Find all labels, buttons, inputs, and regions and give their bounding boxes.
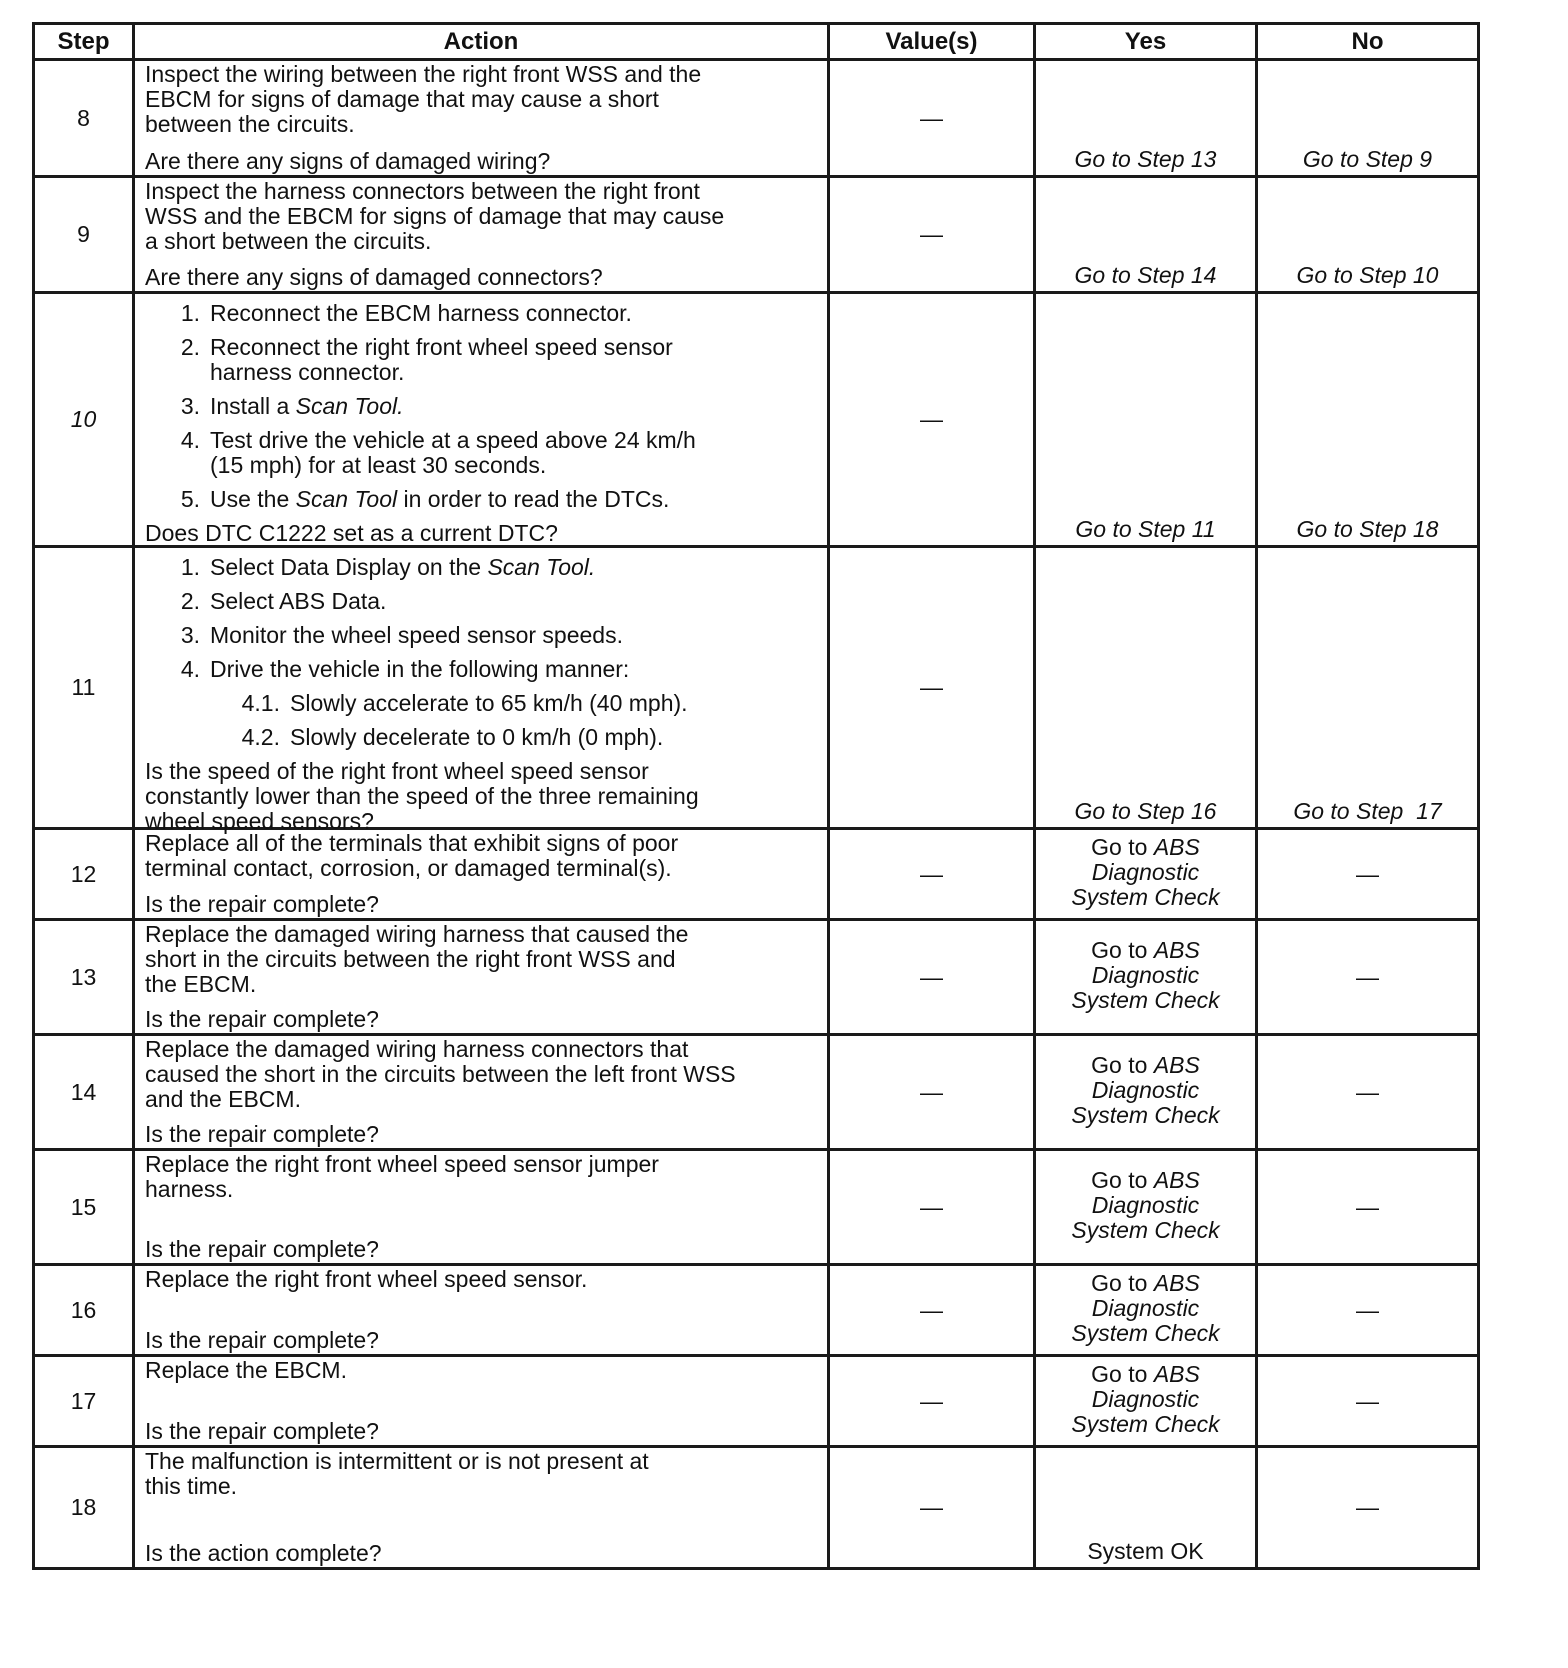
procedure-text: Test drive the vehicle at a speed above 24 km/h (15 mph) for at least 30 seconds. [210,427,696,478]
yes-cell [1035,920,1257,1035]
procedure-text: Select ABS Data. [210,588,387,614]
procedure-item-number: 3. [180,622,200,648]
yes-goto-prefix: Go to [1091,1361,1154,1387]
action-cell [134,1035,829,1150]
yes-goto-step: Go to Step 16 [1074,798,1217,824]
procedure-item-text [210,487,669,512]
value-cell: — [829,547,1035,829]
action-instruction: Inspect the harness connectors between the right front WSS and the EBCM for signs of damage that may cause a short between the circuits. [145,178,725,254]
value-cell: — [829,293,1035,547]
procedure-item [145,555,819,580]
action-question: Are there any signs of damaged connectors? [145,264,603,290]
header-yes: Yes [1035,24,1257,60]
yes-cell [1035,60,1257,177]
tool-name: Scan Tool. [487,554,596,580]
value-cell: — [829,1035,1035,1150]
value-cell: — [829,829,1035,920]
procedure-text: Slowly accelerate to 65 km/h (40 mph). [290,690,688,716]
procedure-item-number: 5. [180,486,200,512]
header-step: Step [34,24,134,60]
yes-cell [1035,1150,1257,1265]
no-goto-step: Go to Step 18 [1296,516,1439,542]
procedure-item-text [210,428,696,478]
step-number: 18 [34,1447,134,1569]
value-cell: — [829,1150,1035,1265]
action-question: Is the repair complete? [145,1418,379,1444]
abs-system-check-link: ABS Diagnostic System Check [1071,834,1220,910]
step-number: 13 [34,920,134,1035]
diagnostic-table [32,22,1480,1570]
table-row [34,547,1479,829]
yes-goto-step: Go to Step 13 [1074,146,1217,172]
action-cell [134,829,829,920]
step-number: 10 [34,293,134,547]
procedure-item-text [210,657,629,682]
action-question: Does DTC C1222 set as a current DTC? [145,520,558,546]
yes-goto-prefix: Go to [1091,1270,1154,1296]
action-cell [134,1150,829,1265]
value-cell: — [829,177,1035,293]
step-number: 16 [34,1265,134,1356]
tool-name: Scan Tool. [295,393,404,419]
procedure-item-number: 3. [180,393,200,419]
no-cell [1257,547,1479,829]
no-cell: — [1257,1150,1479,1265]
no-cell: — [1257,1447,1479,1569]
abs-system-check-link: ABS Diagnostic System Check [1071,1361,1220,1437]
yes-cell [1035,1265,1257,1356]
step-number: 9 [34,177,134,293]
procedure-item [145,394,819,419]
procedure-item [145,301,819,326]
procedure-item-text [290,691,688,716]
action-instruction: Replace the damaged wiring harness that caused the short in the circuits between the right front WSS and the EBCM. [145,921,689,997]
procedure-item [145,589,819,614]
procedure-item-text [290,725,663,750]
action-cell [134,547,829,834]
procedure-text: Select Data Display on the [210,554,488,580]
yes-cell [1035,1356,1257,1447]
procedure-item-text [210,555,595,580]
yes-goto-prefix: Go to [1091,937,1154,963]
procedure-item-number: 1. [180,300,200,326]
table-row [34,1035,1479,1150]
action-instruction: Replace the damaged wiring harness connectors that caused the short in the circuits between the left front WSS and the EBCM. [145,1036,736,1112]
no-cell: — [1257,1035,1479,1150]
action-instruction: Inspect the wiring between the right front WSS and the EBCM for signs of damage that may cause a short between the circuits. [145,61,702,137]
procedure-item [145,335,819,385]
action-question: Are there any signs of damaged wiring? [145,148,551,174]
value-cell: — [829,60,1035,177]
abs-system-check-link: ABS Diagnostic System Check [1071,1270,1220,1346]
action-question: Is the repair complete? [145,1327,379,1353]
procedure-item-number: 4. [180,656,200,682]
procedure-list [145,301,819,512]
yes-cell [1035,829,1257,920]
action-question: Is the repair complete? [145,891,379,917]
no-cell: — [1257,920,1479,1035]
abs-system-check-link: ABS Diagnostic System Check [1071,1167,1220,1243]
no-cell [1257,293,1479,547]
no-cell: — [1257,829,1479,920]
no-cell: — [1257,1265,1479,1356]
step-number: 12 [34,829,134,920]
action-cell [134,1356,829,1447]
procedure-item-text [210,623,623,648]
no-goto-step: Go to Step 10 [1296,262,1439,288]
procedure-item-number: 2. [180,334,200,360]
action-instruction: Replace the right front wheel speed sensor. [145,1266,588,1292]
action-question: Is the repair complete? [145,1121,379,1147]
action-cell [134,293,829,547]
no-cell: — [1257,1356,1479,1447]
table-row [34,60,1479,177]
table-row [34,177,1479,293]
action-question: Is the repair complete? [145,1006,379,1032]
action-cell [134,1447,829,1569]
no-goto-step: Go to Step 17 [1293,798,1442,824]
table-row [34,1447,1479,1569]
no-cell [1257,177,1479,293]
header-no: No [1257,24,1479,60]
action-cell [134,920,829,1035]
table-row [34,920,1479,1035]
abs-system-check-link: ABS Diagnostic System Check [1071,1052,1220,1128]
no-cell [1257,60,1479,177]
action-question: Is the repair complete? [145,1236,379,1262]
action-cell [134,60,829,177]
value-cell: — [829,920,1035,1035]
procedure-text: Install a [210,393,296,419]
header-values: Value(s) [829,24,1035,60]
action-instruction: Replace the right front wheel speed sensor jumper harness. [145,1151,659,1202]
procedure-item-text [210,589,386,614]
tool-name: Scan Tool [295,486,398,512]
procedure-text: Reconnect the right front wheel speed sensor harness connector. [210,334,673,385]
yes-cell [1035,293,1257,547]
table-row [34,829,1479,920]
procedure-item-text [210,394,404,419]
procedure-item-text [210,335,673,385]
value-cell: — [829,1265,1035,1356]
step-number: 17 [34,1356,134,1447]
action-instruction: The malfunction is intermittent or is not present at this time. [145,1448,649,1499]
value-cell: — [829,1447,1035,1569]
procedure-item [145,487,819,512]
yes-cell [1035,547,1257,829]
table-row [34,1265,1479,1356]
procedure-item [145,691,819,716]
action-question: Is the action complete? [145,1540,382,1566]
procedure-text: Monitor the wheel speed sensor speeds. [210,622,623,648]
procedure-text: Use the [210,486,296,512]
procedure-text: in order to read the DTCs. [397,486,670,512]
action-question: Is the speed of the right front wheel speed sensor constantly lower than the speed of the three remaining wheel speed sensors? [145,758,699,834]
value-cell: — [829,1356,1035,1447]
header-row [34,24,1479,60]
step-number: 15 [34,1150,134,1265]
step-number: 11 [34,547,134,829]
procedure-item [145,428,819,478]
yes-cell [1035,1035,1257,1150]
procedure-item-number: 2. [180,588,200,614]
procedure-item-number: 4.2. [241,724,280,750]
procedure-text: Drive the vehicle in the following manner: [210,656,630,682]
table-row [34,1356,1479,1447]
table-row [34,1150,1479,1265]
procedure-text: Slowly decelerate to 0 km/h (0 mph). [290,724,664,750]
procedure-list [145,555,819,750]
action-instruction: Replace the EBCM. [145,1357,347,1383]
no-goto-step: Go to Step 9 [1302,146,1433,172]
yes-goto-step: Go to Step 11 [1075,516,1216,542]
procedure-item [145,725,819,750]
step-number: 14 [34,1035,134,1150]
system-ok-label: System OK [1087,1538,1204,1564]
procedure-item-number: 4. [180,427,200,453]
procedure-item-number: 4.1. [241,690,280,716]
abs-system-check-link: ABS Diagnostic System Check [1071,937,1220,1013]
procedure-item-number: 1. [180,554,200,580]
action-cell [134,1265,829,1356]
step-number: 8 [34,60,134,177]
yes-cell [1035,177,1257,293]
yes-goto-prefix: Go to [1091,834,1154,860]
procedure-item [145,657,819,682]
action-instruction: Replace all of the terminals that exhibit signs of poor terminal contact, corrosion, or damaged terminal(s). [145,830,679,881]
action-cell [134,177,829,293]
header-action: Action [134,24,829,60]
procedure-item-text [210,301,632,326]
procedure-item [145,623,819,648]
yes-cell [1035,1447,1257,1569]
yes-goto-prefix: Go to [1091,1167,1154,1193]
table-row [34,293,1479,547]
yes-goto-step: Go to Step 14 [1074,262,1217,288]
procedure-text: Reconnect the EBCM harness connector. [210,300,632,326]
yes-goto-prefix: Go to [1091,1052,1154,1078]
